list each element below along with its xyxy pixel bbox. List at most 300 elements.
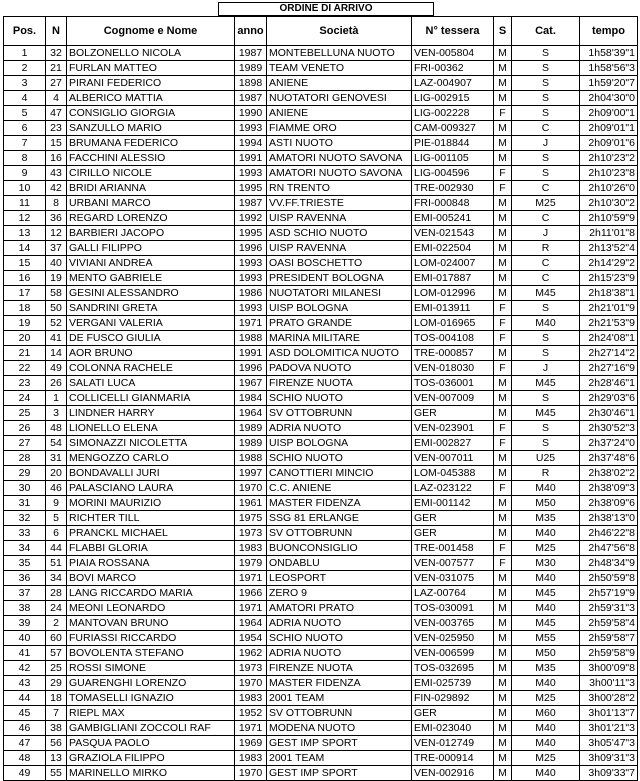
number-cell: 51	[46, 556, 67, 571]
pos-cell: 4	[4, 91, 46, 106]
name-cell: LANG RICCARDO MARIA	[67, 586, 235, 601]
col-header-time: tempo	[580, 17, 638, 46]
sex-cell: M	[494, 151, 512, 166]
time-cell: 2h46'22"8	[580, 526, 638, 541]
pos-cell: 9	[4, 166, 46, 181]
pos-cell: 47	[4, 736, 46, 751]
club-cell: MASTER FIDENZA	[267, 676, 412, 691]
club-cell: SCHIO NUOTO	[267, 391, 412, 406]
name-cell: BRIDI ARIANNA	[67, 181, 235, 196]
club-cell: SV OTTOBRUNN	[267, 406, 412, 421]
category-cell: S	[512, 91, 580, 106]
club-cell: PRATO GRANDE	[267, 316, 412, 331]
sex-cell: M	[494, 721, 512, 736]
membership-cell: TOS-030091	[412, 601, 494, 616]
time-cell: 1h59'20"7	[580, 76, 638, 91]
pos-cell: 39	[4, 616, 46, 631]
category-cell: M25	[512, 196, 580, 211]
time-cell: 3h00'28"2	[580, 691, 638, 706]
table-row	[4, 211, 638, 226]
club-cell: NUOTATORI GENOVESI	[267, 91, 412, 106]
sex-cell: M	[494, 91, 512, 106]
year-cell: 1989	[235, 421, 267, 436]
time-cell: 2h37'48"6	[580, 451, 638, 466]
category-cell: M55	[512, 631, 580, 646]
category-cell: M25	[512, 541, 580, 556]
pos-cell: 21	[4, 346, 46, 361]
name-cell: CIRILLO NICOLE	[67, 166, 235, 181]
membership-cell: FIN-029892	[412, 691, 494, 706]
number-cell: 34	[46, 571, 67, 586]
pos-cell: 38	[4, 601, 46, 616]
sex-cell: M	[494, 601, 512, 616]
category-cell: R	[512, 241, 580, 256]
time-cell: 3h00'09"8	[580, 661, 638, 676]
name-cell: BOVOLENTA STEFANO	[67, 646, 235, 661]
membership-cell: VEN-007577	[412, 556, 494, 571]
year-cell: 1964	[235, 406, 267, 421]
name-cell: SALATI LUCA	[67, 376, 235, 391]
sex-cell: M	[494, 406, 512, 421]
club-cell: SV OTTOBRUNN	[267, 526, 412, 541]
year-cell: 1989	[235, 61, 267, 76]
name-cell: MEONI LEONARDO	[67, 601, 235, 616]
table-row	[4, 526, 638, 541]
pos-cell: 13	[4, 226, 46, 241]
club-cell: RN TRENTO	[267, 181, 412, 196]
time-cell: 3h05'47"3	[580, 736, 638, 751]
category-cell: S	[512, 301, 580, 316]
table-row	[4, 391, 638, 406]
header-row	[4, 17, 638, 46]
pos-cell: 36	[4, 571, 46, 586]
club-cell: ASTI NUOTO	[267, 136, 412, 151]
category-cell: M40	[512, 676, 580, 691]
year-cell: 1988	[235, 451, 267, 466]
membership-cell: EMI-025739	[412, 676, 494, 691]
year-cell: 1964	[235, 616, 267, 631]
sex-cell: M	[494, 616, 512, 631]
sex-cell: M	[494, 136, 512, 151]
membership-cell: EMI-013911	[412, 301, 494, 316]
number-cell: 37	[46, 241, 67, 256]
sex-cell: M	[494, 376, 512, 391]
sex-cell: M	[494, 751, 512, 766]
membership-cell: TRE-000857	[412, 346, 494, 361]
time-cell: 2h27'16"9	[580, 361, 638, 376]
table-row	[4, 691, 638, 706]
pos-cell: 1	[4, 46, 46, 61]
time-cell: 2h27'14"2	[580, 346, 638, 361]
pos-cell: 34	[4, 541, 46, 556]
club-cell: CANOTTIERI MINCIO	[267, 466, 412, 481]
table-row	[4, 766, 638, 781]
category-cell: S	[512, 61, 580, 76]
year-cell: 1954	[235, 631, 267, 646]
category-cell: M40	[512, 736, 580, 751]
club-cell: ANIENE	[267, 76, 412, 91]
sex-cell: F	[494, 436, 512, 451]
col-header-pos: Pos.	[4, 17, 46, 46]
number-cell: 41	[46, 331, 67, 346]
club-cell: TEAM VENETO	[267, 61, 412, 76]
club-cell: FIRENZE NUOTA	[267, 661, 412, 676]
membership-cell: EMI-002827	[412, 436, 494, 451]
number-cell: 21	[46, 61, 67, 76]
club-cell: ADRIA NUOTO	[267, 646, 412, 661]
membership-cell: EMI-001142	[412, 496, 494, 511]
membership-cell: LOM-024007	[412, 256, 494, 271]
club-cell: UISP RAVENNA	[267, 211, 412, 226]
membership-cell: EMI-023040	[412, 721, 494, 736]
year-cell: 1993	[235, 256, 267, 271]
number-cell: 50	[46, 301, 67, 316]
year-cell: 1989	[235, 436, 267, 451]
sex-cell: M	[494, 766, 512, 781]
pos-cell: 10	[4, 181, 46, 196]
sex-cell: M	[494, 631, 512, 646]
pos-cell: 26	[4, 421, 46, 436]
table-row	[4, 376, 638, 391]
membership-cell: GER	[412, 406, 494, 421]
number-cell: 44	[46, 541, 67, 556]
number-cell: 3	[46, 406, 67, 421]
table-row	[4, 571, 638, 586]
number-cell: 23	[46, 121, 67, 136]
year-cell: 1994	[235, 136, 267, 151]
club-cell: ADRIA NUOTO	[267, 421, 412, 436]
number-cell: 58	[46, 286, 67, 301]
club-cell: AMATORI NUOTO SAVONA	[267, 166, 412, 181]
table-row	[4, 586, 638, 601]
year-cell: 1991	[235, 346, 267, 361]
category-cell: S	[512, 46, 580, 61]
pos-cell: 32	[4, 511, 46, 526]
year-cell: 1970	[235, 676, 267, 691]
table-row	[4, 706, 638, 721]
time-cell: 3h09'33"7	[580, 766, 638, 781]
year-cell: 1987	[235, 196, 267, 211]
pos-cell: 3	[4, 76, 46, 91]
pos-cell: 15	[4, 256, 46, 271]
col-header-membership: N° tessera	[412, 17, 494, 46]
time-cell: 3h00'11"3	[580, 676, 638, 691]
membership-cell: TOS-032695	[412, 661, 494, 676]
pos-cell: 45	[4, 706, 46, 721]
table-row	[4, 556, 638, 571]
number-cell: 43	[46, 166, 67, 181]
number-cell: 56	[46, 736, 67, 751]
membership-cell: TRE-002930	[412, 181, 494, 196]
number-cell: 7	[46, 706, 67, 721]
pos-cell: 27	[4, 436, 46, 451]
number-cell: 13	[46, 751, 67, 766]
time-cell: 2h38'13"0	[580, 511, 638, 526]
year-cell: 1987	[235, 91, 267, 106]
club-cell: OASI BOSCHETTO	[267, 256, 412, 271]
table-row	[4, 196, 638, 211]
table-row	[4, 286, 638, 301]
number-cell: 31	[46, 451, 67, 466]
pos-cell: 30	[4, 481, 46, 496]
name-cell: LINDNER HARRY	[67, 406, 235, 421]
membership-cell: LOM-016965	[412, 316, 494, 331]
results-body	[4, 46, 638, 781]
name-cell: PIRANI FEDERICO	[67, 76, 235, 91]
club-cell: AMATORI PRATO	[267, 601, 412, 616]
pos-cell: 25	[4, 406, 46, 421]
club-cell: 2001 TEAM	[267, 751, 412, 766]
membership-cell: VEN-021543	[412, 226, 494, 241]
club-cell: PADOVA NUOTO	[267, 361, 412, 376]
name-cell: TOMASELLI IGNAZIO	[67, 691, 235, 706]
number-cell: 36	[46, 211, 67, 226]
name-cell: BONDAVALLI JURI	[67, 466, 235, 481]
pos-cell: 35	[4, 556, 46, 571]
title-row	[3, 2, 637, 15]
year-cell: 1990	[235, 106, 267, 121]
pos-cell: 43	[4, 676, 46, 691]
time-cell: 2h47'56"8	[580, 541, 638, 556]
membership-cell: VEN-018030	[412, 361, 494, 376]
pos-cell: 24	[4, 391, 46, 406]
sex-cell: M	[494, 526, 512, 541]
sex-cell: F	[494, 556, 512, 571]
category-cell: M60	[512, 706, 580, 721]
table-row	[4, 481, 638, 496]
number-cell: 14	[46, 346, 67, 361]
club-cell: UISP RAVENNA	[267, 241, 412, 256]
category-cell: M25	[512, 751, 580, 766]
pos-cell: 18	[4, 301, 46, 316]
category-cell: M30	[512, 556, 580, 571]
membership-cell: VEN-023901	[412, 421, 494, 436]
number-cell: 48	[46, 421, 67, 436]
category-cell: M40	[512, 721, 580, 736]
membership-cell: VEN-031075	[412, 571, 494, 586]
table-row	[4, 346, 638, 361]
pos-cell: 5	[4, 106, 46, 121]
pos-cell: 7	[4, 136, 46, 151]
club-cell: ZERO 9	[267, 586, 412, 601]
membership-cell: GER	[412, 526, 494, 541]
category-cell: S	[512, 346, 580, 361]
table-row	[4, 301, 638, 316]
pos-cell: 29	[4, 466, 46, 481]
membership-cell: LOM-012996	[412, 286, 494, 301]
number-cell: 4	[46, 91, 67, 106]
col-header-number: N	[46, 17, 67, 46]
table-row	[4, 466, 638, 481]
category-cell: J	[512, 136, 580, 151]
name-cell: URBANI MARCO	[67, 196, 235, 211]
col-header-year: anno	[235, 17, 267, 46]
time-cell: 2h57'19"9	[580, 586, 638, 601]
year-cell: 1986	[235, 286, 267, 301]
sex-cell: M	[494, 196, 512, 211]
year-cell: 1987	[235, 46, 267, 61]
year-cell: 1971	[235, 571, 267, 586]
membership-cell: EMI-022504	[412, 241, 494, 256]
year-cell: 1971	[235, 316, 267, 331]
table-row	[4, 496, 638, 511]
category-cell: M45	[512, 286, 580, 301]
year-cell: 1996	[235, 241, 267, 256]
club-cell: GEST IMP SPORT	[267, 736, 412, 751]
time-cell: 2h15'23"9	[580, 271, 638, 286]
club-cell: VV.FF.TRIESTE	[267, 196, 412, 211]
year-cell: 1971	[235, 721, 267, 736]
table-row	[4, 661, 638, 676]
club-cell: ANIENE	[267, 106, 412, 121]
pos-cell: 42	[4, 661, 46, 676]
club-cell: MODENA NUOTO	[267, 721, 412, 736]
number-cell: 19	[46, 271, 67, 286]
time-cell: 1h58'56"3	[580, 61, 638, 76]
sex-cell: M	[494, 211, 512, 226]
club-cell: BUONCONSIGLIO	[267, 541, 412, 556]
name-cell: PASQUA PAOLO	[67, 736, 235, 751]
membership-cell: LAZ-004907	[412, 76, 494, 91]
category-cell: C	[512, 181, 580, 196]
membership-cell: LAZ-00764	[412, 586, 494, 601]
sex-cell: M	[494, 286, 512, 301]
club-cell: FIAMME ORO	[267, 121, 412, 136]
time-cell: 2h13'52"4	[580, 241, 638, 256]
category-cell: R	[512, 466, 580, 481]
sex-cell: M	[494, 451, 512, 466]
name-cell: BRUMANA FEDERICO	[67, 136, 235, 151]
category-cell: M50	[512, 496, 580, 511]
club-cell: LEOSPORT	[267, 571, 412, 586]
category-cell: M45	[512, 376, 580, 391]
name-cell: BOVI MARCO	[67, 571, 235, 586]
year-cell: 1969	[235, 736, 267, 751]
sex-cell: M	[494, 241, 512, 256]
category-cell: S	[512, 151, 580, 166]
name-cell: RIEPL MAX	[67, 706, 235, 721]
year-cell: 1983	[235, 691, 267, 706]
table-row	[4, 241, 638, 256]
table-row	[4, 646, 638, 661]
time-cell: 2h30'46"1	[580, 406, 638, 421]
name-cell: FURLAN MATTEO	[67, 61, 235, 76]
name-cell: BOLZONELLO NICOLA	[67, 46, 235, 61]
number-cell: 28	[46, 586, 67, 601]
page-title: ORDINE DI ARRIVO	[218, 2, 434, 16]
year-cell: 1995	[235, 226, 267, 241]
number-cell: 55	[46, 766, 67, 781]
pos-cell: 17	[4, 286, 46, 301]
time-cell: 2h04'30"0	[580, 91, 638, 106]
sex-cell: F	[494, 421, 512, 436]
membership-cell: LOM-045388	[412, 466, 494, 481]
name-cell: COLLICELLI GIANMARIA	[67, 391, 235, 406]
number-cell: 27	[46, 76, 67, 91]
membership-cell: TOS-004108	[412, 331, 494, 346]
time-cell: 2h21'53"9	[580, 316, 638, 331]
name-cell: CONSIGLIO GIORGIA	[67, 106, 235, 121]
table-row	[4, 151, 638, 166]
number-cell: 57	[46, 646, 67, 661]
name-cell: GUARENGHI LORENZO	[67, 676, 235, 691]
table-row	[4, 331, 638, 346]
sex-cell: F	[494, 166, 512, 181]
sex-cell: M	[494, 691, 512, 706]
table-row	[4, 181, 638, 196]
time-cell: 1h58'39"1	[580, 46, 638, 61]
pos-cell: 48	[4, 751, 46, 766]
pos-cell: 11	[4, 196, 46, 211]
name-cell: FACCHINI ALESSIO	[67, 151, 235, 166]
membership-cell: VEN-025950	[412, 631, 494, 646]
name-cell: PIAIA ROSSANA	[67, 556, 235, 571]
pos-cell: 33	[4, 526, 46, 541]
pos-cell: 6	[4, 121, 46, 136]
results-table	[3, 16, 638, 781]
sex-cell: F	[494, 181, 512, 196]
pos-cell: 31	[4, 496, 46, 511]
results-sheet	[3, 2, 637, 781]
year-cell: 1993	[235, 301, 267, 316]
table-row	[4, 361, 638, 376]
sex-cell: F	[494, 301, 512, 316]
membership-cell: PIE-018844	[412, 136, 494, 151]
time-cell: 2h59'58"7	[580, 631, 638, 646]
category-cell: C	[512, 271, 580, 286]
category-cell: M45	[512, 616, 580, 631]
club-cell: MONTEBELLUNA NUOTO	[267, 46, 412, 61]
number-cell: 20	[46, 466, 67, 481]
time-cell: 2h10'30"2	[580, 196, 638, 211]
category-cell: S	[512, 106, 580, 121]
year-cell: 1898	[235, 76, 267, 91]
membership-cell: VEN-005804	[412, 46, 494, 61]
time-cell: 2h09'01"1	[580, 121, 638, 136]
name-cell: FURIASSI RICCARDO	[67, 631, 235, 646]
category-cell: M35	[512, 661, 580, 676]
pos-cell: 8	[4, 151, 46, 166]
year-cell: 1983	[235, 541, 267, 556]
time-cell: 2h11'01"8	[580, 226, 638, 241]
table-row	[4, 316, 638, 331]
year-cell: 1984	[235, 391, 267, 406]
pos-cell: 2	[4, 61, 46, 76]
sex-cell: F	[494, 331, 512, 346]
name-cell: PRANCKL MICHAEL	[67, 526, 235, 541]
name-cell: COLONNA RACHELE	[67, 361, 235, 376]
membership-cell: LIG-004596	[412, 166, 494, 181]
number-cell: 38	[46, 721, 67, 736]
membership-cell: CAM-009327	[412, 121, 494, 136]
number-cell: 12	[46, 226, 67, 241]
table-row	[4, 271, 638, 286]
time-cell: 2h59'58"4	[580, 616, 638, 631]
time-cell: 3h01'13"7	[580, 706, 638, 721]
table-row	[4, 421, 638, 436]
col-header-category: Cat.	[512, 17, 580, 46]
year-cell: 1995	[235, 181, 267, 196]
membership-cell: LIG-001105	[412, 151, 494, 166]
time-cell: 2h14'29"2	[580, 256, 638, 271]
year-cell: 1975	[235, 511, 267, 526]
year-cell: 1993	[235, 271, 267, 286]
sex-cell: M	[494, 466, 512, 481]
club-cell: NUOTATORI MILANESI	[267, 286, 412, 301]
time-cell: 2h10'23"2	[580, 151, 638, 166]
membership-cell: EMI-017887	[412, 271, 494, 286]
name-cell: MORINI MAURIZIO	[67, 496, 235, 511]
